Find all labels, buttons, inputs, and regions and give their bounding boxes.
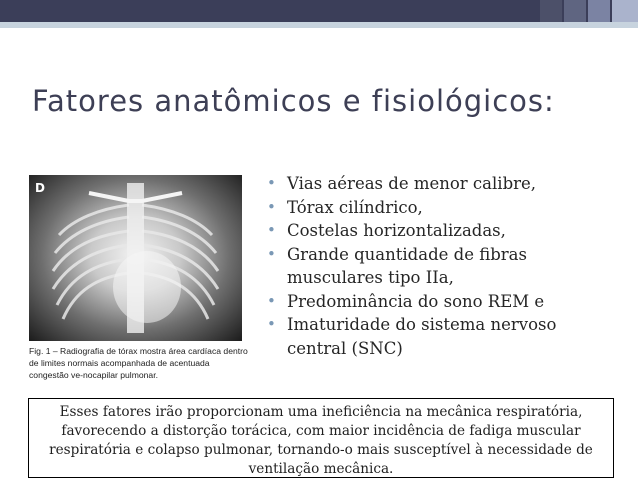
slide-title: Fatores anatômicos e fisiológicos: xyxy=(32,84,555,118)
figure-panel-letter: D xyxy=(35,181,45,195)
bullet-icon: • xyxy=(267,221,276,239)
list-item xyxy=(267,172,607,196)
header-bar xyxy=(0,0,638,22)
bullet-icon: • xyxy=(267,291,276,310)
header-bar-segment xyxy=(588,0,610,22)
list-item-text: Imaturidade do sistema nervoso central (SNC) xyxy=(287,315,557,358)
list-item xyxy=(267,290,607,314)
list-item-text: Tórax cilíndrico, xyxy=(287,197,423,217)
list-item xyxy=(267,243,607,290)
list-item-text: Predominância do sono REM e xyxy=(287,291,545,311)
bullet-icon: • xyxy=(267,244,276,263)
list-item xyxy=(267,219,607,243)
header-bar-segment xyxy=(612,0,638,22)
list-item xyxy=(267,313,607,360)
summary-box: Esses fatores irão proporcionam uma ineficiência na mecânica respiratória, favorecendo a distorção torácica, com maior incidência de fadiga muscular respiratória e colapso pulmonar, tornando-o mais susceptível à necessidade de ventilação mecânica. xyxy=(28,398,614,478)
list-item xyxy=(267,196,607,220)
bullet-icon: • xyxy=(267,174,276,192)
list-item-text: Grande quantidade de fibras musculares tipo IIa, xyxy=(287,244,527,287)
list-item-text: Vias aéreas de menor calibre, xyxy=(287,174,537,193)
list-item-text: Costelas horizontalizadas, xyxy=(287,221,506,240)
figure-caption: Fig. 1 – Radiografia de tórax mostra área cardíaca dentro de limites normais acompanhada de acentuada congestão ve-nocapilar pulmonar. xyxy=(29,346,248,380)
bullet-icon: • xyxy=(267,197,276,216)
header-accent-strip xyxy=(0,22,638,28)
chest-xray-image xyxy=(29,175,242,341)
header-bar-segment xyxy=(540,0,562,22)
chest-xray-drawing xyxy=(29,175,242,341)
bullet-icon: • xyxy=(267,315,276,333)
bullet-list xyxy=(267,172,607,360)
header-bar-segment xyxy=(564,0,586,22)
